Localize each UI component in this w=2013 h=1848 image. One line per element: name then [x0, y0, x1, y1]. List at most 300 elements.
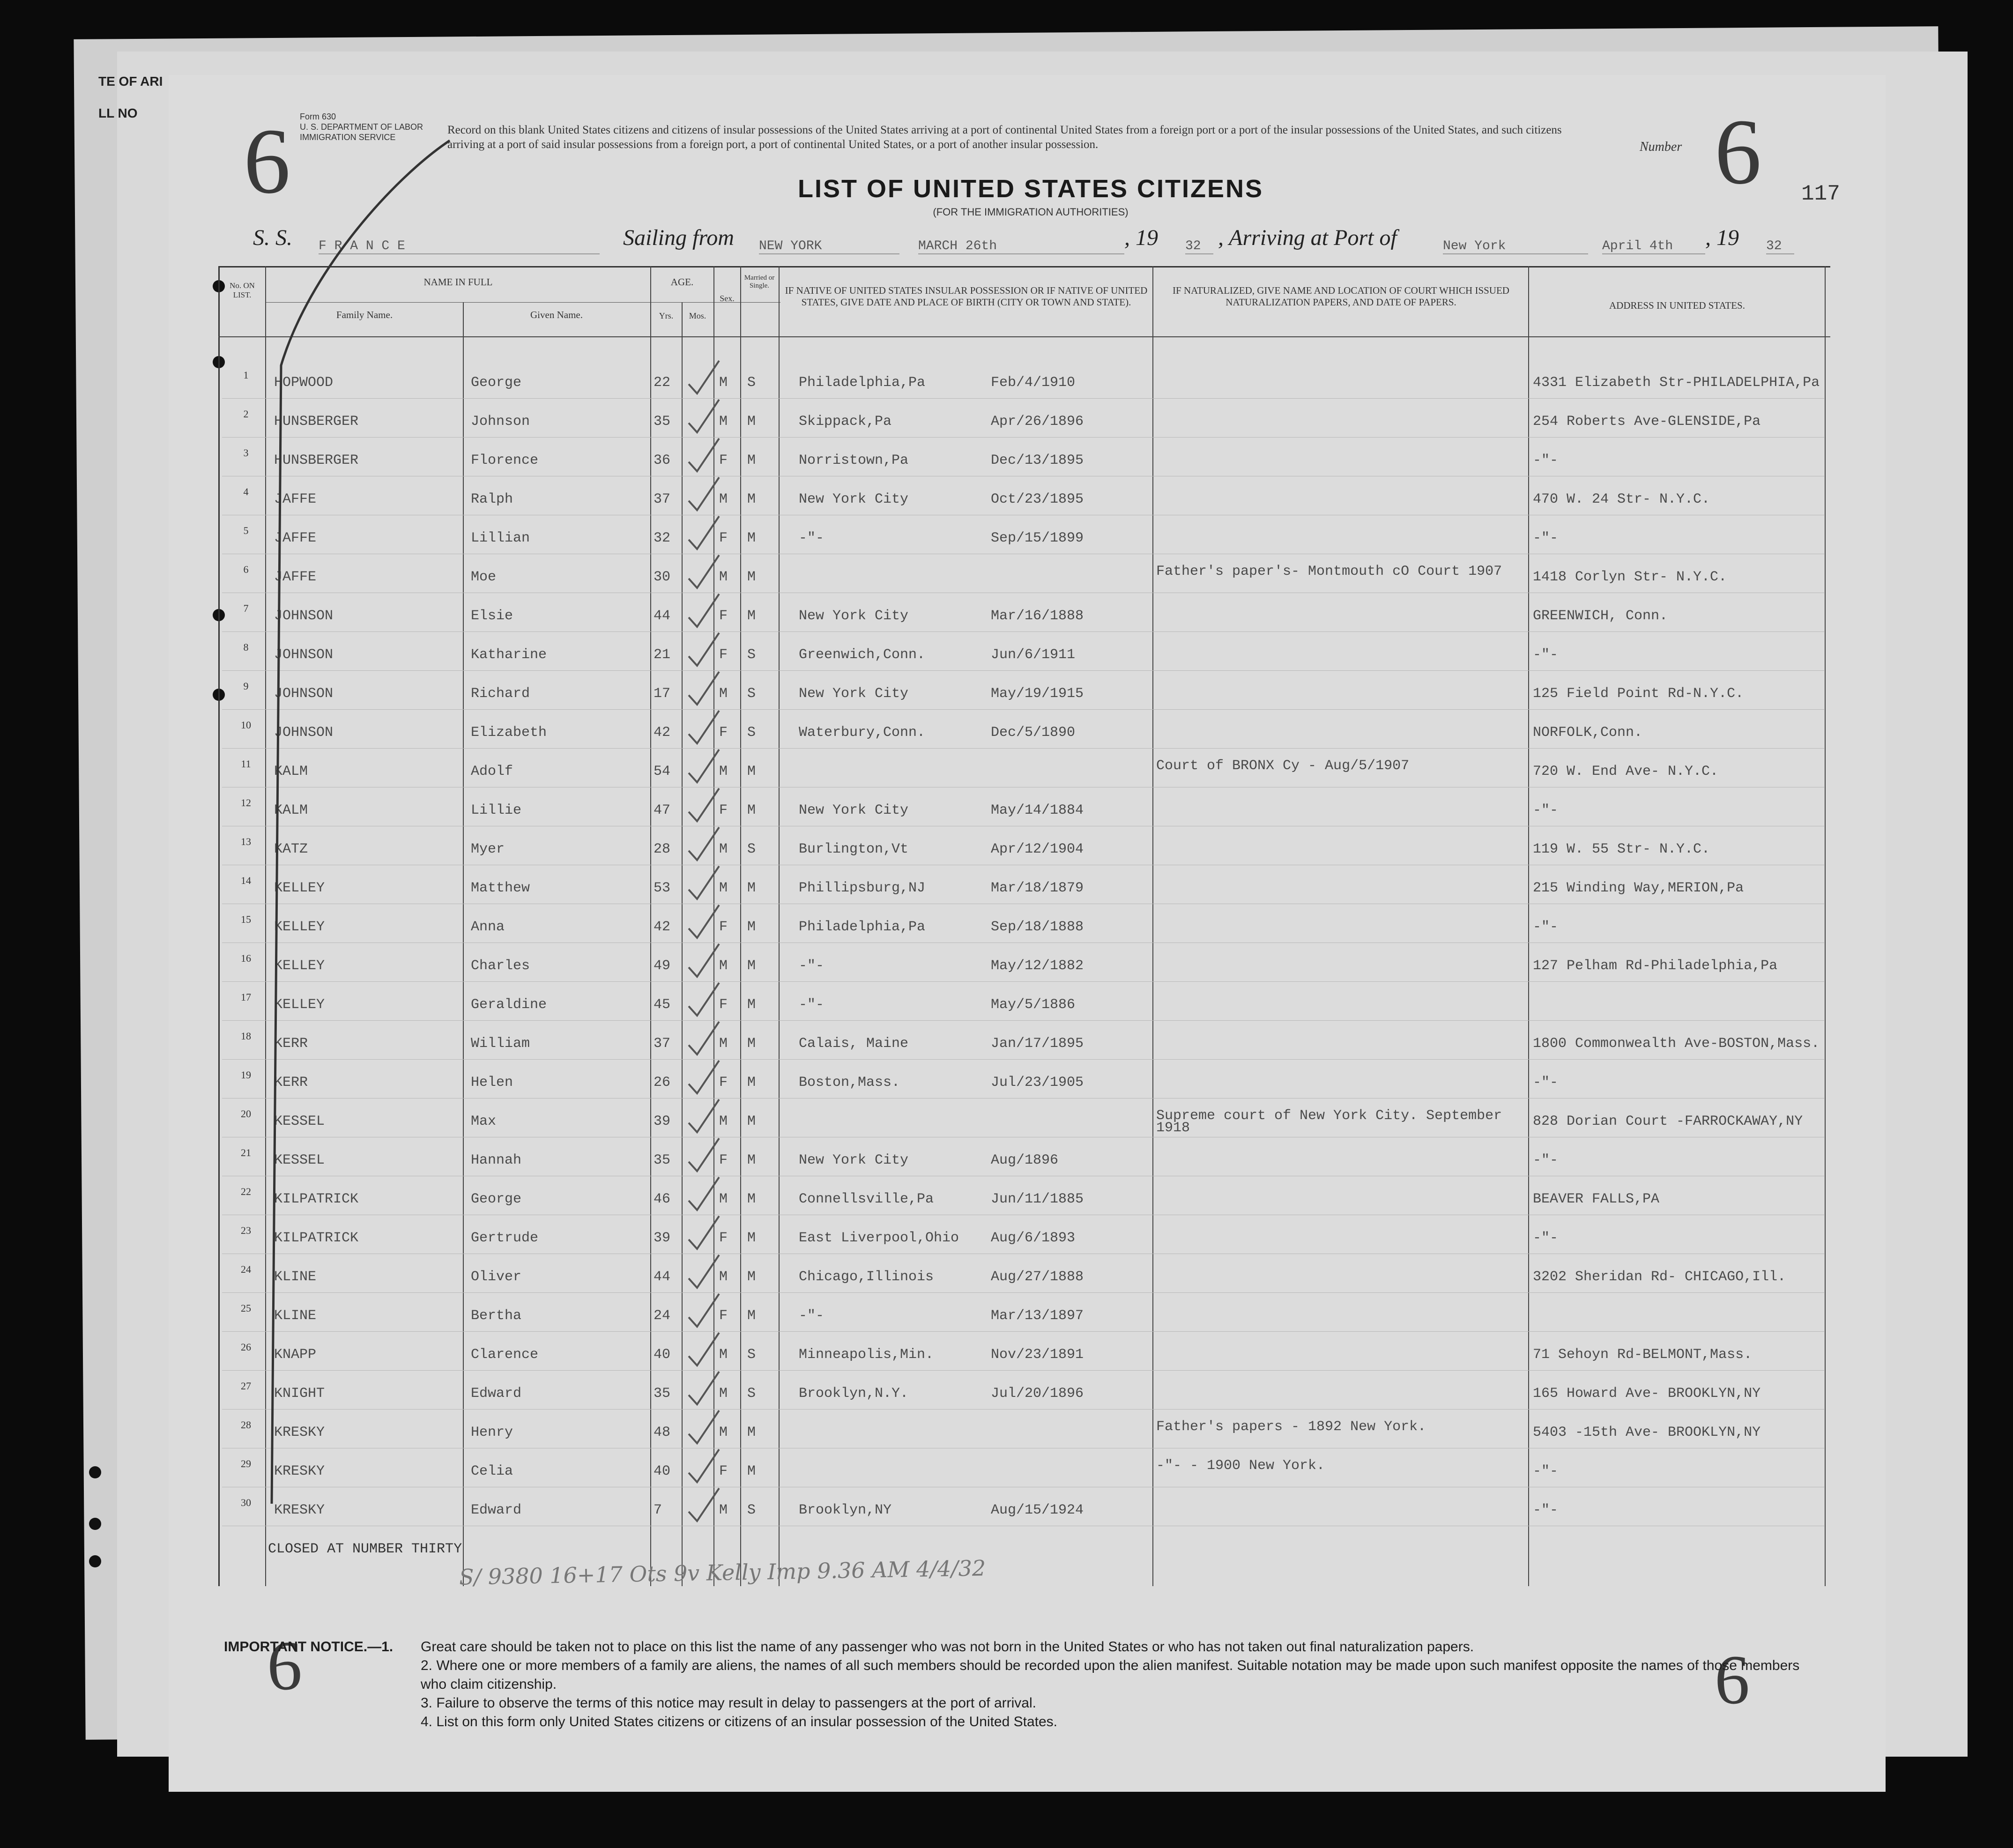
given-name: Lillie — [471, 802, 522, 818]
col-divider — [1825, 266, 1826, 1586]
address: -"- — [1533, 1230, 1559, 1246]
given-name: Charles — [471, 958, 530, 974]
row-number: 28 — [241, 1419, 251, 1431]
hdr-yrs: Yrs. — [659, 311, 674, 320]
birth-place: Brooklyn,N.Y. — [799, 1386, 909, 1402]
sex: M — [719, 375, 728, 391]
address: -"- — [1533, 1502, 1559, 1518]
arriving-label: , Arriving at Port of — [1218, 225, 1397, 250]
family-name: KERR — [274, 1036, 308, 1052]
bottom-stamp-left: 6 — [267, 1627, 302, 1705]
col-divider — [650, 266, 651, 1586]
age-years: 54 — [654, 764, 671, 779]
sex: F — [719, 997, 728, 1013]
given-name: Richard — [471, 686, 530, 702]
marital-status: S — [747, 1502, 756, 1518]
family-name: JAFFE — [274, 569, 317, 585]
birth-place: New York City — [799, 608, 909, 624]
age-years: 39 — [654, 1113, 671, 1129]
given-name: Edward — [471, 1386, 522, 1402]
family-name: KRESKY — [274, 1425, 325, 1440]
age-years: 28 — [654, 841, 671, 857]
hdr-address: ADDRESS IN UNITED STATES. — [1609, 300, 1745, 311]
marital-status: M — [747, 491, 756, 507]
check-mark — [689, 1061, 719, 1093]
sex: M — [719, 414, 728, 430]
address: -"- — [1533, 647, 1559, 663]
check-mark — [689, 1022, 719, 1054]
check-mark — [689, 594, 719, 627]
marital-status: M — [747, 764, 756, 779]
birth-date: Aug/27/1888 — [991, 1269, 1084, 1285]
age-years: 39 — [654, 1230, 671, 1246]
family-name: KERR — [274, 1075, 308, 1091]
hdr-naturalized: IF NATURALIZED, GIVE NAME AND LOCATION OF COURT WHICH ISSUED NATURALIZATION PAPERS, AND DATE OF PAPERS. — [1173, 285, 1509, 308]
family-name: KELLEY — [274, 919, 325, 935]
marital-status: M — [747, 997, 756, 1013]
marital-status: S — [747, 686, 756, 702]
form-number-stamp: 6 — [244, 110, 290, 213]
check-mark — [689, 1488, 719, 1521]
given-name: George — [471, 1191, 522, 1207]
check-mark — [689, 711, 719, 743]
number-value: 6 — [1715, 100, 1761, 204]
address: 127 Pelham Rd-Philadelphia,Pa — [1533, 958, 1778, 974]
given-name: Elizabeth — [471, 725, 547, 741]
col-divider — [779, 266, 780, 1586]
check-mark — [689, 905, 719, 938]
to-port: New York — [1443, 239, 1588, 254]
naturalization: Court of BRONX Cy - Aug/5/1907 — [1156, 758, 1410, 774]
marital-status: M — [747, 1463, 756, 1479]
row-number: 5 — [243, 525, 249, 536]
row-number: 8 — [243, 641, 249, 653]
sex: M — [719, 1425, 728, 1440]
sex: F — [719, 725, 728, 741]
family-name: JOHNSON — [274, 686, 334, 702]
row-number: 4 — [243, 486, 249, 497]
age-years: 40 — [654, 1347, 671, 1363]
birth-date: Feb/4/1910 — [991, 375, 1076, 391]
hdr-mos: Mos. — [689, 311, 706, 320]
notice-item-3: 3. Failure to observe the terms of this notice may result in delay to passengers at the port of arrival. — [421, 1695, 1036, 1711]
marital-status: S — [747, 1347, 756, 1363]
col-divider — [1152, 266, 1153, 1586]
given-name: Adolf — [471, 764, 513, 779]
check-mark — [689, 1255, 719, 1288]
birth-place: Skippack,Pa — [799, 414, 892, 430]
department: U. S. DEPARTMENT OF LABOR — [300, 122, 423, 132]
ship-name: F R A N C E — [319, 239, 600, 254]
address: -"- — [1533, 1075, 1559, 1091]
birth-place: Philadelphia,Pa — [799, 375, 926, 391]
sex: M — [719, 1386, 728, 1402]
given-name: Moe — [471, 569, 497, 585]
birth-date: Mar/13/1897 — [991, 1308, 1084, 1324]
age-years: 53 — [654, 880, 671, 896]
birth-date: Aug/1896 — [991, 1152, 1059, 1168]
given-name: Katharine — [471, 647, 547, 663]
age-years: 44 — [654, 1269, 671, 1285]
age-years: 17 — [654, 686, 671, 702]
age-years: 37 — [654, 491, 671, 507]
sex: F — [719, 1308, 728, 1324]
family-name: KNIGHT — [274, 1386, 325, 1402]
family-name: KATZ — [274, 841, 308, 857]
birth-date: May/12/1882 — [991, 958, 1084, 974]
family-name: JOHNSON — [274, 647, 334, 663]
address: -"- — [1533, 453, 1559, 468]
given-name: Celia — [471, 1463, 513, 1479]
age-years: 32 — [654, 530, 671, 546]
row-number: 11 — [241, 758, 251, 770]
row-number: 13 — [241, 836, 251, 847]
row-number: 27 — [241, 1380, 251, 1392]
birth-place: Chicago,Illinois — [799, 1269, 934, 1285]
marital-status: M — [747, 1230, 756, 1246]
col-divider — [740, 266, 741, 1586]
birth-date: May/19/1915 — [991, 686, 1084, 702]
family-name: KALM — [274, 802, 308, 818]
sex: M — [719, 1347, 728, 1363]
family-name: HUNSBERGER — [274, 453, 359, 468]
marital-status: S — [747, 725, 756, 741]
address: 5403 -15th Ave- BROOKLYN,NY — [1533, 1425, 1761, 1440]
family-name: KESSEL — [274, 1152, 325, 1168]
row-number: 7 — [243, 602, 249, 614]
family-name: KLINE — [274, 1269, 317, 1285]
address: NORFOLK,Conn. — [1533, 725, 1643, 741]
address: 720 W. End Ave- N.Y.C. — [1533, 764, 1719, 779]
address: GREENWICH, Conn. — [1533, 608, 1668, 624]
given-name: Gertrude — [471, 1230, 539, 1246]
check-mark — [689, 1138, 719, 1171]
given-name: Matthew — [471, 880, 530, 896]
sex: F — [719, 1230, 728, 1246]
birth-place: East Liverpool,Ohio — [799, 1230, 959, 1246]
check-mark — [689, 827, 719, 860]
row-number: 14 — [241, 875, 251, 886]
check-mark — [689, 361, 719, 393]
age-years: 7 — [654, 1502, 662, 1518]
given-name: Helen — [471, 1075, 513, 1091]
instructions: Record on this blank United States citizens and citizens of insular possessions of the United States arriving at a port of continental United States from a foreign port or a port of the insular possessions of the United States, and such citizens arriving at a port of said insular possessions from a foreign port, a port of continental United States, or a port of another insular possession. — [447, 124, 1562, 151]
marital-status: M — [747, 1308, 756, 1324]
notice-item-4: 4. List on this form only United States citizens or citizens of an insular possession of the United States. — [421, 1714, 1058, 1729]
given-name: Max — [471, 1113, 497, 1129]
row-number: 12 — [241, 797, 251, 809]
check-mark — [689, 1410, 719, 1443]
given-name: Geraldine — [471, 997, 547, 1013]
family-name: JAFFE — [274, 491, 317, 507]
age-years: 49 — [654, 958, 671, 974]
naturalization: -"- - 1900 New York. — [1156, 1458, 1325, 1474]
check-mark — [689, 1177, 719, 1210]
col-divider — [1528, 266, 1529, 1586]
birth-date: Nov/23/1891 — [991, 1347, 1084, 1363]
check-mark — [689, 477, 719, 510]
service: IMMIGRATION SERVICE — [300, 133, 396, 142]
marital-status: M — [747, 1269, 756, 1285]
age-years: 42 — [654, 919, 671, 935]
marital-status: S — [747, 841, 756, 857]
marital-status: M — [747, 802, 756, 818]
address: 3202 Sheridan Rd- CHICAGO,Ill. — [1533, 1269, 1786, 1285]
sex: M — [719, 1502, 728, 1518]
given-name: Lillian — [471, 530, 530, 546]
address: -"- — [1533, 919, 1559, 935]
sex: M — [719, 491, 728, 507]
sex: M — [719, 1269, 728, 1285]
marital-status: M — [747, 569, 756, 585]
birth-date: Aug/6/1893 — [991, 1230, 1076, 1246]
age-years: 47 — [654, 802, 671, 818]
birth-date: Apr/26/1896 — [991, 414, 1084, 430]
row-number: 1 — [243, 369, 249, 381]
address: -"- — [1533, 1152, 1559, 1168]
age-years: 36 — [654, 453, 671, 468]
birth-date: Oct/23/1895 — [991, 491, 1084, 507]
marital-status: M — [747, 1113, 756, 1129]
given-name: William — [471, 1036, 530, 1052]
birth-date: Dec/13/1895 — [991, 453, 1084, 468]
page-subtitle: (FOR THE IMMIGRATION AUTHORITIES) — [933, 206, 1129, 218]
marital-status: M — [747, 958, 756, 974]
sex: F — [719, 453, 728, 468]
birth-place: New York City — [799, 1152, 909, 1168]
year-prefix-1: , 19 — [1124, 225, 1158, 250]
sex: F — [719, 1463, 728, 1479]
check-mark — [689, 633, 719, 666]
birth-date: Mar/18/1879 — [991, 880, 1084, 896]
page-title: LIST OF UNITED STATES CITIZENS — [798, 175, 1263, 203]
row-number: 29 — [241, 1458, 251, 1469]
bottom-stamp-right: 6 — [1715, 1641, 1750, 1719]
sex: M — [719, 880, 728, 896]
birth-place: -"- — [799, 997, 825, 1013]
birth-place: New York City — [799, 802, 909, 818]
row-number: 22 — [241, 1186, 251, 1197]
birth-place: Calais, Maine — [799, 1036, 909, 1052]
family-name: HUNSBERGER — [274, 414, 359, 430]
sex: F — [719, 802, 728, 818]
given-name: Bertha — [471, 1308, 522, 1324]
given-name: Johnson — [471, 414, 530, 430]
row-number: 23 — [241, 1225, 251, 1236]
birth-date: May/5/1886 — [991, 997, 1076, 1013]
birth-place: Phillipsburg,NJ — [799, 880, 926, 896]
sailing-label: Sailing from — [623, 225, 734, 250]
check-mark — [689, 400, 719, 432]
given-name: Anna — [471, 919, 505, 935]
age-years: 44 — [654, 608, 671, 624]
sex: M — [719, 841, 728, 857]
to-date: April 4th — [1602, 239, 1705, 254]
check-mark — [689, 555, 719, 588]
hdr-married: Married or Single. — [744, 274, 775, 289]
given-name: Hannah — [471, 1152, 522, 1168]
year-prefix-2: , 19 — [1705, 225, 1739, 250]
notice-item-2: 2. Where one or more members of a family are aliens, the names of all such members should be recorded upon the alien manifest. Suitable notation may be made upon such manifest opposite the names of those members who claim citizenship. — [421, 1658, 1800, 1692]
hdr-no: No. ON LIST. — [230, 281, 255, 299]
birth-date: Sep/18/1888 — [991, 919, 1084, 935]
hdr-age: AGE. — [670, 276, 694, 288]
row-number: 19 — [241, 1069, 251, 1081]
side-text-1: TE OF ARI — [98, 74, 163, 89]
naturalization: Supreme court of New York City. September 1918 — [1156, 1108, 1502, 1136]
family-name: KALM — [274, 764, 308, 779]
marital-status: S — [747, 375, 756, 391]
family-name: KELLEY — [274, 880, 325, 896]
ss-label: S. S. — [253, 225, 292, 250]
age-years: 48 — [654, 1425, 671, 1440]
given-name: Clarence — [471, 1347, 539, 1363]
row-number: 2 — [243, 408, 249, 420]
punch-hole — [89, 1466, 101, 1478]
age-years: 30 — [654, 569, 671, 585]
age-years: 46 — [654, 1191, 671, 1207]
marital-status: S — [747, 647, 756, 663]
age-years: 37 — [654, 1036, 671, 1052]
naturalization: Father's paper's- Montmouth cO Court 1907 — [1156, 564, 1502, 579]
birth-date: Jun/6/1911 — [991, 647, 1076, 663]
check-mark — [689, 1372, 719, 1404]
address: 125 Field Point Rd-N.Y.C. — [1533, 686, 1744, 702]
birth-place: Philadelphia,Pa — [799, 919, 926, 935]
marital-status: M — [747, 880, 756, 896]
birth-date: Jul/23/1905 — [991, 1075, 1084, 1091]
birth-place: Minneapolis,Min. — [799, 1347, 934, 1363]
birth-date: Jul/20/1896 — [991, 1386, 1084, 1402]
sex: F — [719, 1152, 728, 1168]
marital-status: M — [747, 608, 756, 624]
given-name: Elsie — [471, 608, 513, 624]
marital-status: M — [747, 1036, 756, 1052]
family-name: JOHNSON — [274, 608, 334, 624]
given-name: Ralph — [471, 491, 513, 507]
age-years: 40 — [654, 1463, 671, 1479]
row-number: 10 — [241, 719, 251, 731]
marital-status: S — [747, 1386, 756, 1402]
birth-place: Norristown,Pa — [799, 453, 909, 468]
sex: F — [719, 1075, 728, 1091]
check-mark — [689, 983, 719, 1016]
check-mark — [689, 788, 719, 821]
birth-place: Waterbury,Conn. — [799, 725, 926, 741]
check-mark — [689, 1294, 719, 1327]
family-name: KRESKY — [274, 1502, 325, 1518]
age-years: 42 — [654, 725, 671, 741]
sex: M — [719, 1113, 728, 1129]
family-name: KLINE — [274, 1308, 317, 1324]
check-mark — [689, 438, 719, 471]
birth-date: Aug/15/1924 — [991, 1502, 1084, 1518]
birth-date: Apr/12/1904 — [991, 841, 1084, 857]
birth-date: Jun/11/1885 — [991, 1191, 1084, 1207]
check-mark — [689, 866, 719, 899]
family-name: JOHNSON — [274, 725, 334, 741]
to-year: 32 — [1766, 239, 1794, 254]
check-mark — [689, 1099, 719, 1132]
given-name: Florence — [471, 453, 539, 468]
check-mark — [689, 750, 719, 782]
row-number: 9 — [243, 680, 249, 692]
row-number: 15 — [241, 913, 251, 925]
hdr-family: Family Name. — [336, 309, 393, 320]
birth-place: Brooklyn,NY — [799, 1502, 892, 1518]
address: -"- — [1533, 802, 1559, 818]
check-mark — [689, 944, 719, 977]
row-number: 20 — [241, 1108, 251, 1120]
address: -"- — [1533, 1463, 1559, 1479]
from-port: NEW YORK — [759, 239, 899, 254]
given-name: George — [471, 375, 522, 391]
address: 71 Sehoyn Rd-BELMONT,Mass. — [1533, 1347, 1753, 1363]
check-mark — [689, 1333, 719, 1366]
birth-place: New York City — [799, 491, 909, 507]
address: 1418 Corlyn Str- N.Y.C. — [1533, 569, 1727, 585]
family-name: KNAPP — [274, 1347, 317, 1363]
sex: M — [719, 958, 728, 974]
birth-place: -"- — [799, 958, 825, 974]
important-notice — [224, 1638, 1817, 1729]
age-years: 35 — [654, 1386, 671, 1402]
marital-status: M — [747, 453, 756, 468]
sex: M — [719, 764, 728, 779]
address: 119 W. 55 Str- N.Y.C. — [1533, 841, 1710, 857]
hdr-name-in-full: NAME IN FULL — [423, 276, 493, 288]
marital-status: M — [747, 1075, 756, 1091]
family-name: KELLEY — [274, 997, 325, 1013]
birth-place: -"- — [799, 530, 825, 546]
punch-hole — [89, 1555, 101, 1567]
family-name: KRESKY — [274, 1463, 325, 1479]
row-number: 25 — [241, 1302, 251, 1314]
punch-hole — [89, 1518, 101, 1530]
handwritten-bracket — [253, 122, 468, 1527]
age-years: 35 — [654, 1152, 671, 1168]
row-number: 24 — [241, 1263, 251, 1275]
sex: F — [719, 647, 728, 663]
side-text-2: LL NO — [98, 106, 138, 120]
family-name: KILPATRICK — [274, 1191, 359, 1207]
age-years: 24 — [654, 1308, 671, 1324]
sex: F — [719, 919, 728, 935]
address: 4331 Elizabeth Str-PHILADELPHIA,Pa — [1533, 375, 1820, 391]
check-mark — [689, 516, 719, 549]
given-name: Edward — [471, 1502, 522, 1518]
notice-heading: IMPORTANT NOTICE.—1. — [224, 1639, 394, 1655]
hdr-sex: Sex. — [720, 294, 735, 303]
address: -"- — [1533, 530, 1559, 546]
check-mark — [689, 672, 719, 705]
birth-date: Sep/15/1899 — [991, 530, 1084, 546]
birth-date: Dec/5/1890 — [991, 725, 1076, 741]
age-years: 26 — [654, 1075, 671, 1091]
check-mark — [689, 1449, 719, 1482]
address: 254 Roberts Ave-GLENSIDE,Pa — [1533, 414, 1761, 430]
handwritten-note: S/ 9380 16+17 Ots 9v Kelly Imp 9.36 AM 4/4/32 — [459, 1555, 986, 1590]
birth-place: Boston,Mass. — [799, 1075, 900, 1091]
family-name: KESSEL — [274, 1113, 325, 1129]
birth-date: Jan/17/1895 — [991, 1036, 1084, 1052]
row-number: 30 — [241, 1497, 251, 1508]
row-number: 6 — [243, 564, 249, 575]
notice-item-1: Great care should be taken not to place on this list the name of any passenger who was not born in the United States or who has not taken out final naturalization papers. — [421, 1639, 1474, 1655]
address: 215 Winding Way,MERION,Pa — [1533, 880, 1744, 896]
address: BEAVER FALLS,PA — [1533, 1191, 1660, 1207]
given-name: Henry — [471, 1425, 513, 1440]
